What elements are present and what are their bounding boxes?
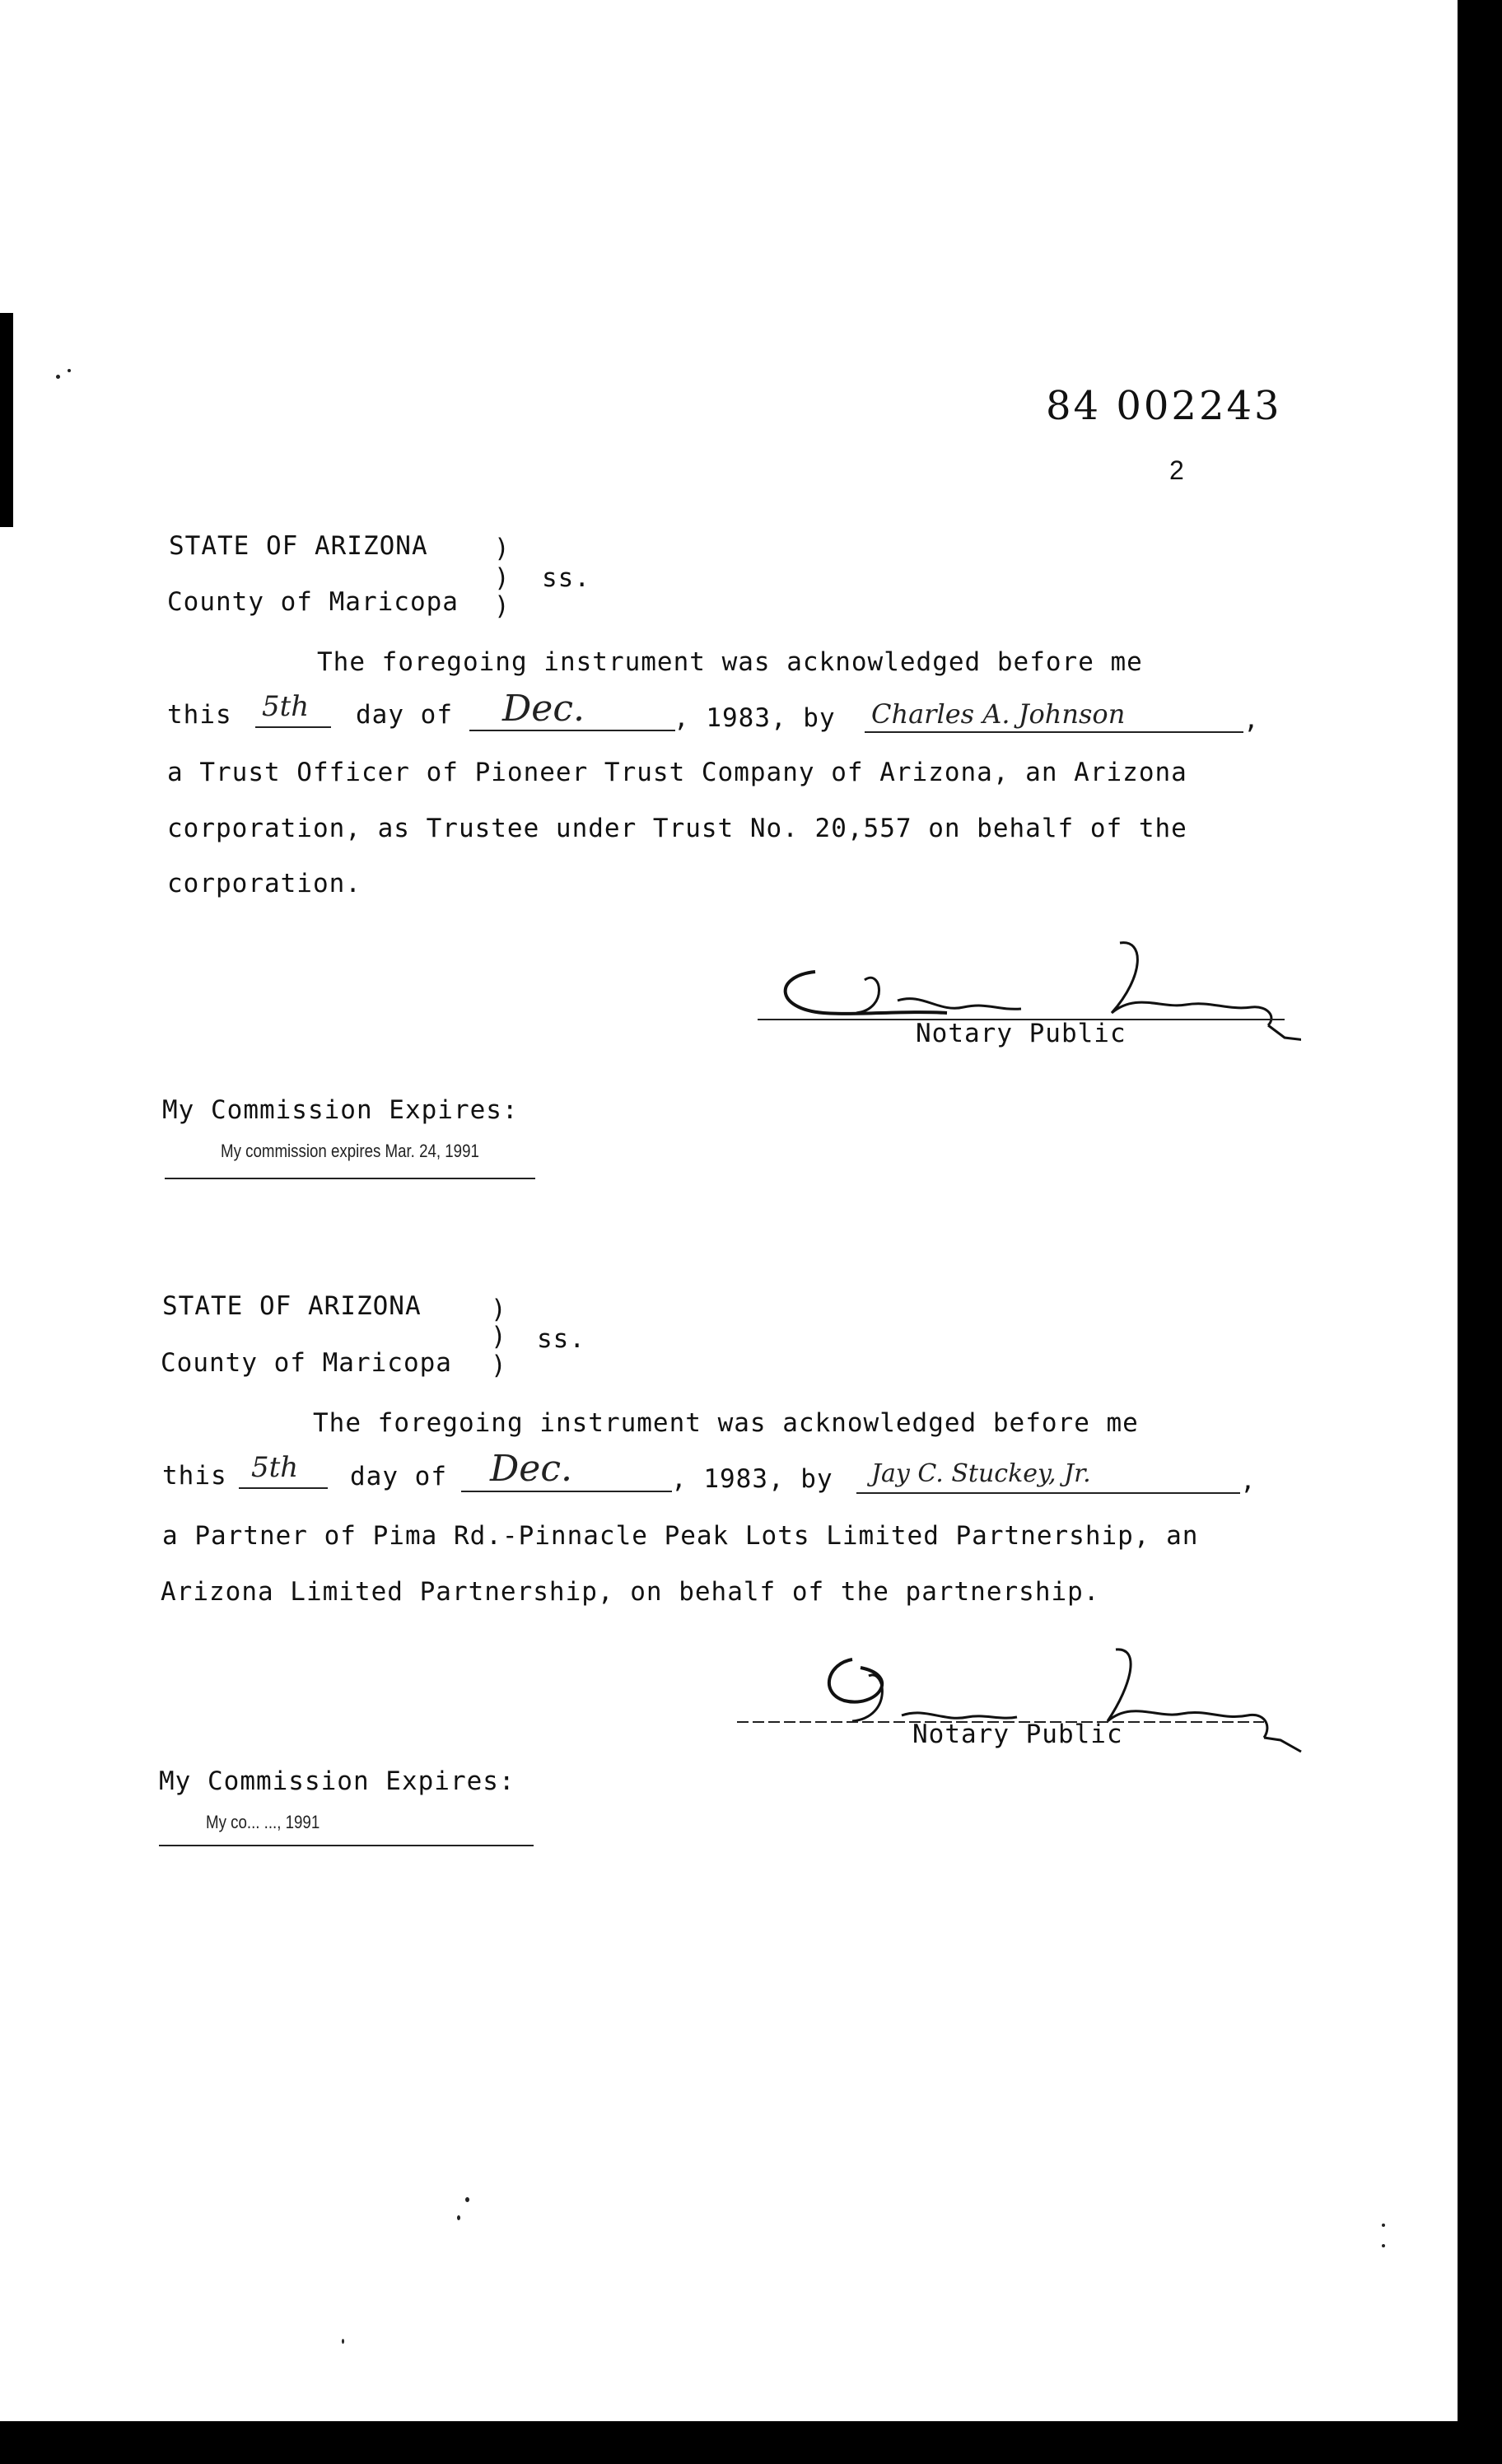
ack-text-line3: a Partner of Pima Rd.-Pinnacle Peak Lots Limited Partnership, an	[162, 1521, 1199, 1551]
bracket: )	[491, 1295, 507, 1324]
notary-public-label: Notary Public	[912, 1720, 1123, 1749]
bracket: )	[491, 1322, 507, 1351]
notary-public-label: Notary Public	[916, 1019, 1126, 1048]
year-by-text: , 1983, by	[674, 703, 836, 733]
day-blank-line	[255, 726, 331, 728]
ss-label: ss.	[537, 1324, 585, 1354]
comma: ,	[1240, 1466, 1257, 1496]
day-of-text: day of	[356, 700, 453, 730]
scan-edge-mark	[0, 313, 13, 527]
signer-blank-line	[865, 731, 1243, 733]
day-of-text: day of	[350, 1462, 447, 1491]
commission-line	[159, 1845, 534, 1846]
bracket: )	[494, 534, 511, 563]
ack-text-line4: corporation, as Trustee under Trust No. 20,557 on behalf of the	[167, 814, 1187, 843]
handwritten-signer: Jay C. Stuckey, Jr.	[871, 1459, 1091, 1488]
ack-text-line5: corporation.	[167, 869, 362, 898]
commission-stamp: My commission expires Mar. 24, 1991	[221, 1141, 479, 1161]
scan-speck	[1382, 2224, 1385, 2227]
month-blank-line	[469, 730, 675, 731]
county-line: County of Maricopa	[167, 587, 459, 617]
scan-speck	[1382, 2244, 1385, 2247]
scan-speck	[457, 2215, 460, 2220]
this-word: this	[167, 700, 232, 730]
commission-stamp: My co... ..., 1991	[206, 1812, 320, 1832]
state-line: STATE OF ARIZONA	[162, 1291, 422, 1321]
month-blank-line	[461, 1491, 672, 1492]
ack-text-line3: a Trust Officer of Pioneer Trust Company of Arizona, an Arizona	[167, 758, 1187, 787]
commission-line	[165, 1178, 535, 1179]
this-word: this	[162, 1461, 227, 1491]
ss-label: ss.	[542, 563, 590, 593]
bracket: )	[494, 563, 511, 593]
signer-blank-line	[856, 1492, 1240, 1494]
bracket: )	[491, 1351, 507, 1380]
scan-speck	[68, 369, 71, 372]
day-blank-line	[239, 1487, 328, 1489]
document-number: 84 002243	[1046, 383, 1282, 429]
scan-speck	[465, 2197, 469, 2202]
commission-expires-label: My Commission Expires:	[159, 1766, 515, 1796]
notary-signature	[737, 1643, 1313, 1775]
commission-expires-label: My Commission Expires:	[162, 1095, 519, 1125]
ack-text-line1: The foregoing instrument was acknowledged before me	[317, 647, 1143, 677]
ack-text-line4: Arizona Limited Partnership, on behalf of the partnership.	[161, 1577, 1100, 1607]
scan-border-bottom	[0, 2421, 1502, 2464]
scan-border-right	[1458, 0, 1502, 2464]
scan-speck	[56, 375, 60, 379]
handwritten-day: 5th	[251, 1451, 299, 1484]
handwritten-month: Dec.	[490, 1448, 572, 1490]
bracket: )	[494, 591, 511, 621]
state-line: STATE OF ARIZONA	[169, 531, 428, 561]
year-by-text: , 1983, by	[671, 1464, 833, 1494]
scan-speck	[342, 2339, 344, 2344]
handwritten-month: Dec.	[502, 688, 585, 730]
handwritten-day: 5th	[262, 690, 310, 723]
page-number: 2	[1169, 455, 1184, 485]
county-line: County of Maricopa	[161, 1348, 452, 1378]
handwritten-signer: Charles A. Johnson	[871, 698, 1126, 730]
ack-text-line1: The foregoing instrument was acknowledged before me	[313, 1408, 1139, 1438]
comma: ,	[1243, 705, 1260, 735]
